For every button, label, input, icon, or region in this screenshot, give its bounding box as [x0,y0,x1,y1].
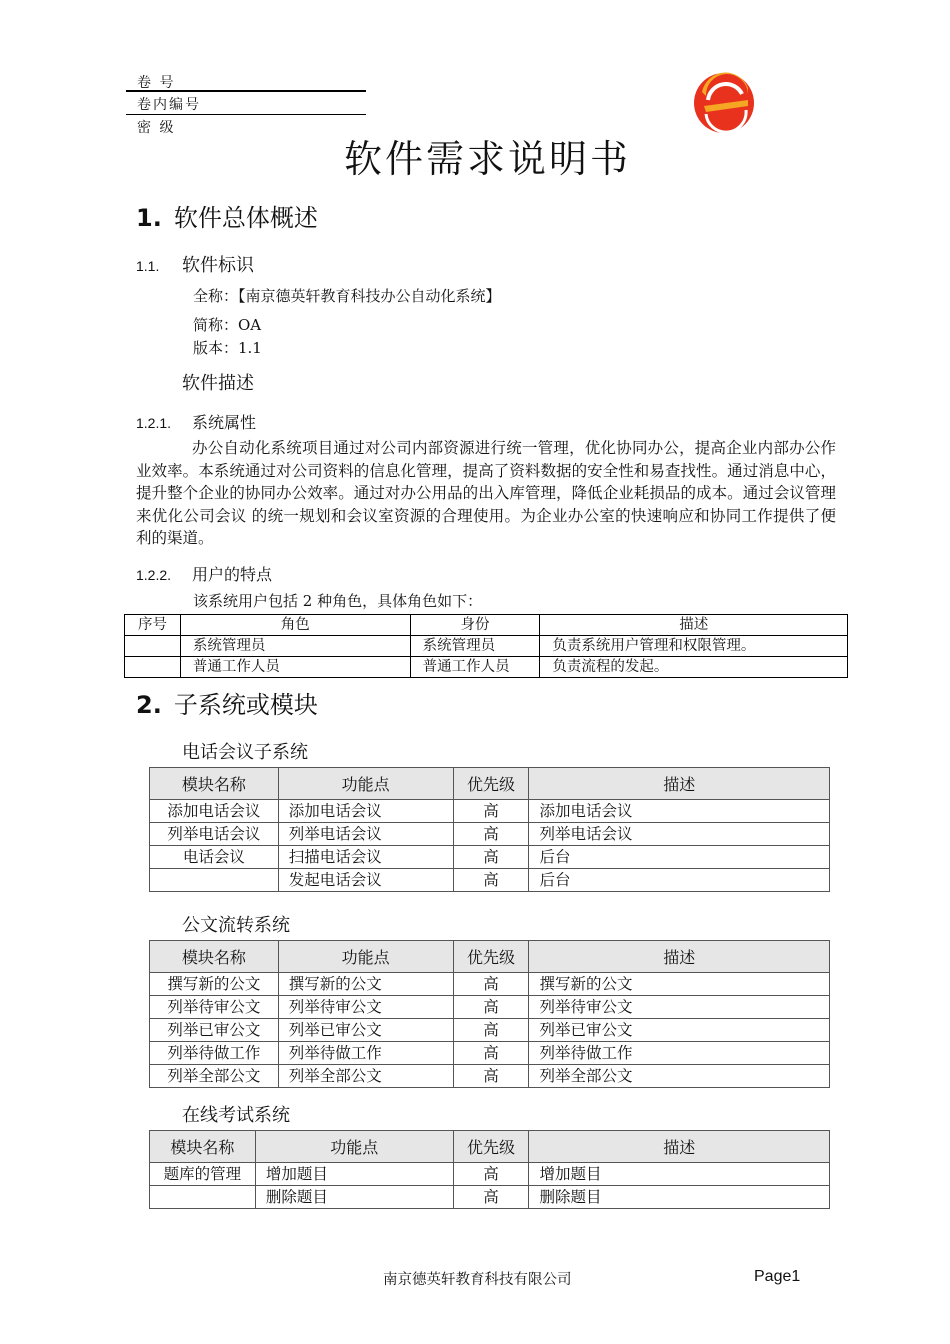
table-row [150,823,830,846]
table-header-cell: 优先级 [453,768,529,800]
table-cell: 列举待做工作 [150,1042,279,1065]
table-row [125,657,848,678]
section-1-2-2-heading [136,562,272,585]
telephone-module-table [149,767,830,892]
table-row [150,973,830,996]
software-version: 版本：1.1 [193,339,262,357]
table-header-cell: 角色 [180,615,410,636]
table-cell: 高 [453,800,529,823]
section-title: 软件总体概述 [173,204,318,232]
roles-intro: 该系统用户包括 2 种角色，具体角色如下： [193,592,483,610]
table-cell: 列举待审公文 [278,996,453,1019]
table-cell: 增加题目 [255,1163,453,1186]
table-cell: 列举已审公文 [278,1019,453,1042]
table-cell [150,869,279,892]
table-header-cell: 描述 [529,768,830,800]
table-cell: 后台 [529,846,830,869]
table-row [125,636,848,657]
table-header-cell: 功能点 [278,941,453,973]
section-number: 1.1. [136,258,160,274]
company-logo-icon [690,70,758,136]
table-row [150,869,830,892]
table-cell: 撰写新的公文 [150,973,279,996]
table-cell: 负责系统用户管理和权限管理。 [540,636,848,657]
table-cell: 列举待审公文 [529,996,830,1019]
table-cell: 删除题目 [255,1186,453,1209]
table-cell: 列举全部公文 [278,1065,453,1088]
table-cell: 添加电话会议 [150,800,279,823]
footer-company: 南京德英轩教育科技有限公司 [383,1272,572,1288]
table-row [150,1019,830,1042]
section-1-2-heading: 软件描述 [182,373,254,394]
section-title: 系统属性 [192,413,257,432]
table-row [150,846,830,869]
software-fullname: 全称：【南京德英轩教育科技办公自动化系统】 [193,287,501,305]
section-number: 1.2.1. [136,415,172,431]
table-cell: 高 [453,1186,529,1209]
table-cell [125,657,181,678]
table-header-cell: 身份 [410,615,540,636]
table-row [150,1065,830,1088]
table-cell [150,1186,256,1209]
table-cell: 列举全部公文 [529,1065,830,1088]
table-header-cell: 模块名称 [150,1131,256,1163]
table-cell: 系统管理员 [180,636,410,657]
telephone-subsystem-title: 电话会议子系统 [182,742,308,763]
document-title: 软件需求说明书 [343,137,631,181]
table-cell: 列举待审公文 [150,996,279,1019]
table-cell: 添加电话会议 [529,800,830,823]
section-1-heading [136,198,318,233]
section-number: 1. [136,204,162,232]
meta-juan-hao: 卷 号 [137,75,176,91]
table-cell: 列举电话会议 [278,823,453,846]
table-header-cell: 模块名称 [150,768,279,800]
table-header-row [125,615,848,636]
table-cell: 添加电话会议 [278,800,453,823]
table-cell: 高 [453,869,529,892]
software-shortname: 简称：OA [193,316,262,334]
table-cell: 后台 [529,869,830,892]
table-cell: 列举待做工作 [278,1042,453,1065]
table-header-cell: 描述 [529,1131,830,1163]
table-header-row [150,941,830,973]
table-header-cell: 模块名称 [150,941,279,973]
table-row [150,1042,830,1065]
document-flow-module-table [149,940,830,1088]
section-title: 用户的特点 [192,565,273,584]
table-cell: 普通工作人员 [180,657,410,678]
table-cell: 列举待做工作 [529,1042,830,1065]
table-cell: 高 [453,1163,529,1186]
table-cell: 高 [453,823,529,846]
table-cell: 高 [453,1042,529,1065]
section-number: 1.2.2. [136,567,172,583]
online-exam-module-table [149,1130,830,1209]
meta-divider [126,114,366,115]
table-header-cell: 描述 [529,941,830,973]
section-title: 软件标识 [182,255,254,276]
table-cell: 系统管理员 [410,636,540,657]
roles-table [124,614,848,678]
table-header-cell: 功能点 [278,768,453,800]
table-cell: 普通工作人员 [410,657,540,678]
system-attributes-paragraph: 办公自动化系统项目通过对公司内部资源进行统一管理，优化协同办公，提高企业内部办公作业效率。本系统通过对公司资料的信息化管理，提高了资料数据的安全性和易查找性。通过消息中心，提升整个企业的协同办公效率。通过对办公用品的出入库管理，降低企业耗损品的成本。通过会议管理来优化公司会议 的统一规划和会议室资源的合理使用。为企业办公室的快速响应和协同工作提供了便利的渠道。 [136,439,836,547]
table-row [150,996,830,1019]
table-cell: 撰写新的公文 [278,973,453,996]
table-header-cell: 优先级 [453,941,529,973]
table-row [150,1163,830,1186]
table-cell: 题库的管理 [150,1163,256,1186]
table-cell: 高 [453,996,529,1019]
section-1-2-1-heading [136,410,256,433]
table-cell: 电话会议 [150,846,279,869]
table-row [150,1186,830,1209]
table-cell: 高 [453,1019,529,1042]
section-2-heading [136,685,318,720]
table-header-cell: 功能点 [255,1131,453,1163]
table-header-row [150,768,830,800]
table-cell [125,636,181,657]
meta-mi-ji: 密 级 [137,120,176,136]
section-title: 子系统或模块 [173,691,318,719]
table-cell: 增加题目 [529,1163,830,1186]
section-1-1-heading [136,251,254,277]
table-header-cell: 序号 [125,615,181,636]
table-cell: 列举电话会议 [150,823,279,846]
table-cell: 列举电话会议 [529,823,830,846]
table-cell: 负责流程的发起。 [540,657,848,678]
section-number: 2. [136,691,162,719]
document-flow-system-title: 公文流转系统 [182,915,290,936]
table-row [150,800,830,823]
table-cell: 高 [453,1065,529,1088]
table-cell: 高 [453,973,529,996]
table-header-row [150,1131,830,1163]
meta-juan-nei-bianhao: 卷内编号 [137,97,201,113]
table-cell: 列举已审公文 [529,1019,830,1042]
table-cell: 列举全部公文 [150,1065,279,1088]
table-cell: 删除题目 [529,1186,830,1209]
online-exam-system-title: 在线考试系统 [182,1105,290,1126]
meta-divider [126,90,366,92]
table-cell: 发起电话会议 [278,869,453,892]
table-header-cell: 描述 [540,615,848,636]
table-cell: 列举已审公文 [150,1019,279,1042]
table-cell: 扫描电话会议 [278,846,453,869]
table-cell: 高 [453,846,529,869]
table-cell: 撰写新的公文 [529,973,830,996]
table-header-cell: 优先级 [453,1131,529,1163]
footer-page-number: Page1 [754,1268,801,1285]
